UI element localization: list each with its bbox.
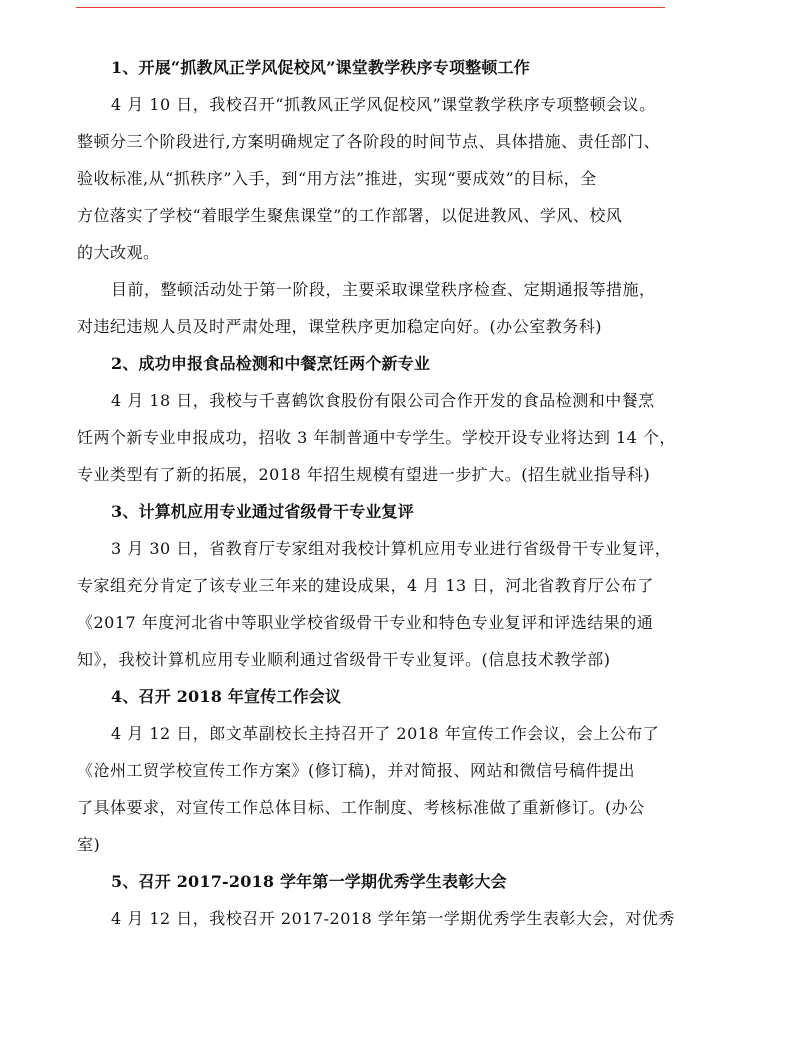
- text-line: 3 月 30 日，省教育厅专家组对我校计算机应用专业进行省级骨干专业复评，: [111, 539, 672, 558]
- text-line: 4 月 18 日，我校与千喜鹤饮食股份有限公司合作开发的食品检测和中餐烹: [111, 391, 655, 410]
- paragraph: [77, 271, 717, 345]
- text-line: 《2017 年度河北省中等职业学校省级骨干专业和特色专业复评和评选结果的通: [77, 613, 654, 632]
- text-line: 方位落实了学校“着眼学生聚焦课堂”的工作部署，以促进教风、学风、校风: [77, 206, 623, 225]
- text-line: 《沧州工贸学校宣传工作方案》(修订稿)，并对简报、网站和微信号稿件提出: [77, 761, 635, 780]
- paragraph: [77, 530, 717, 678]
- text-line: 验收标准,从“抓秩序”入手，到“用方法”推进，实现“要成效”的目标，全: [77, 169, 597, 188]
- text-line: 饪两个新专业申报成功，招收 3 年制普通中专学生。学校开设专业将达到 14 个，: [77, 428, 676, 447]
- text-line: 的大改观。: [77, 243, 160, 262]
- section-heading: 3、计算机应用专业通过省级骨干专业复评: [111, 502, 414, 521]
- text-line: 专家组充分肯定了该专业三年来的建设成果，4 月 13 日，河北省教育厅公布了: [77, 576, 654, 595]
- section-heading: 5、召开 2017-2018 学年第一学期优秀学生表彰大会: [111, 872, 507, 891]
- section-heading: 2、成功申报食品检测和中餐烹饪两个新专业: [111, 354, 431, 373]
- document-body: [77, 49, 717, 937]
- text-line: 对违纪违规人员及时严肃处理，课堂秩序更加稳定向好。(办公室教务科): [77, 317, 602, 336]
- text-line: 了具体要求，对宣传工作总体目标、工作制度、考核标准做了重新修订。(办公: [77, 798, 645, 817]
- text-line: 4 月 10 日，我校召开“抓教风正学风促校风”课堂教学秩序专项整顿会议。: [111, 95, 656, 114]
- section-heading: 1、开展“抓教风正学风促校风”课堂教学秩序专项整顿工作: [111, 58, 530, 77]
- section-heading: 4、召开 2018 年宣传工作会议: [111, 687, 342, 706]
- text-line: 室): [77, 835, 101, 854]
- paragraph: [77, 715, 717, 863]
- text-line: 整顿分三个阶段进行,方案明确规定了各阶段的时间节点、具体措施、责任部门、: [77, 132, 661, 151]
- text-line: 目前，整顿活动处于第一阶段，主要采取课堂秩序检查、定期通报等措施，: [111, 280, 656, 299]
- header-rule: [76, 7, 665, 8]
- paragraph: [77, 900, 717, 937]
- text-line: 专业类型有了新的拓展，2018 年招生规模有望进一步扩大。(招生就业指导科): [77, 465, 651, 484]
- paragraph: [77, 382, 717, 493]
- text-line: 4 月 12 日，郎文革副校长主持召开了 2018 年宣传工作会议，会上公布了: [111, 724, 660, 743]
- text-line: 知》，我校计算机应用专业顺利通过省级骨干专业复评。(信息技术教学部): [77, 650, 611, 669]
- paragraph: [77, 86, 717, 271]
- text-line: 4 月 12 日，我校召开 2017-2018 学年第一学期优秀学生表彰大会，对优秀: [111, 909, 675, 928]
